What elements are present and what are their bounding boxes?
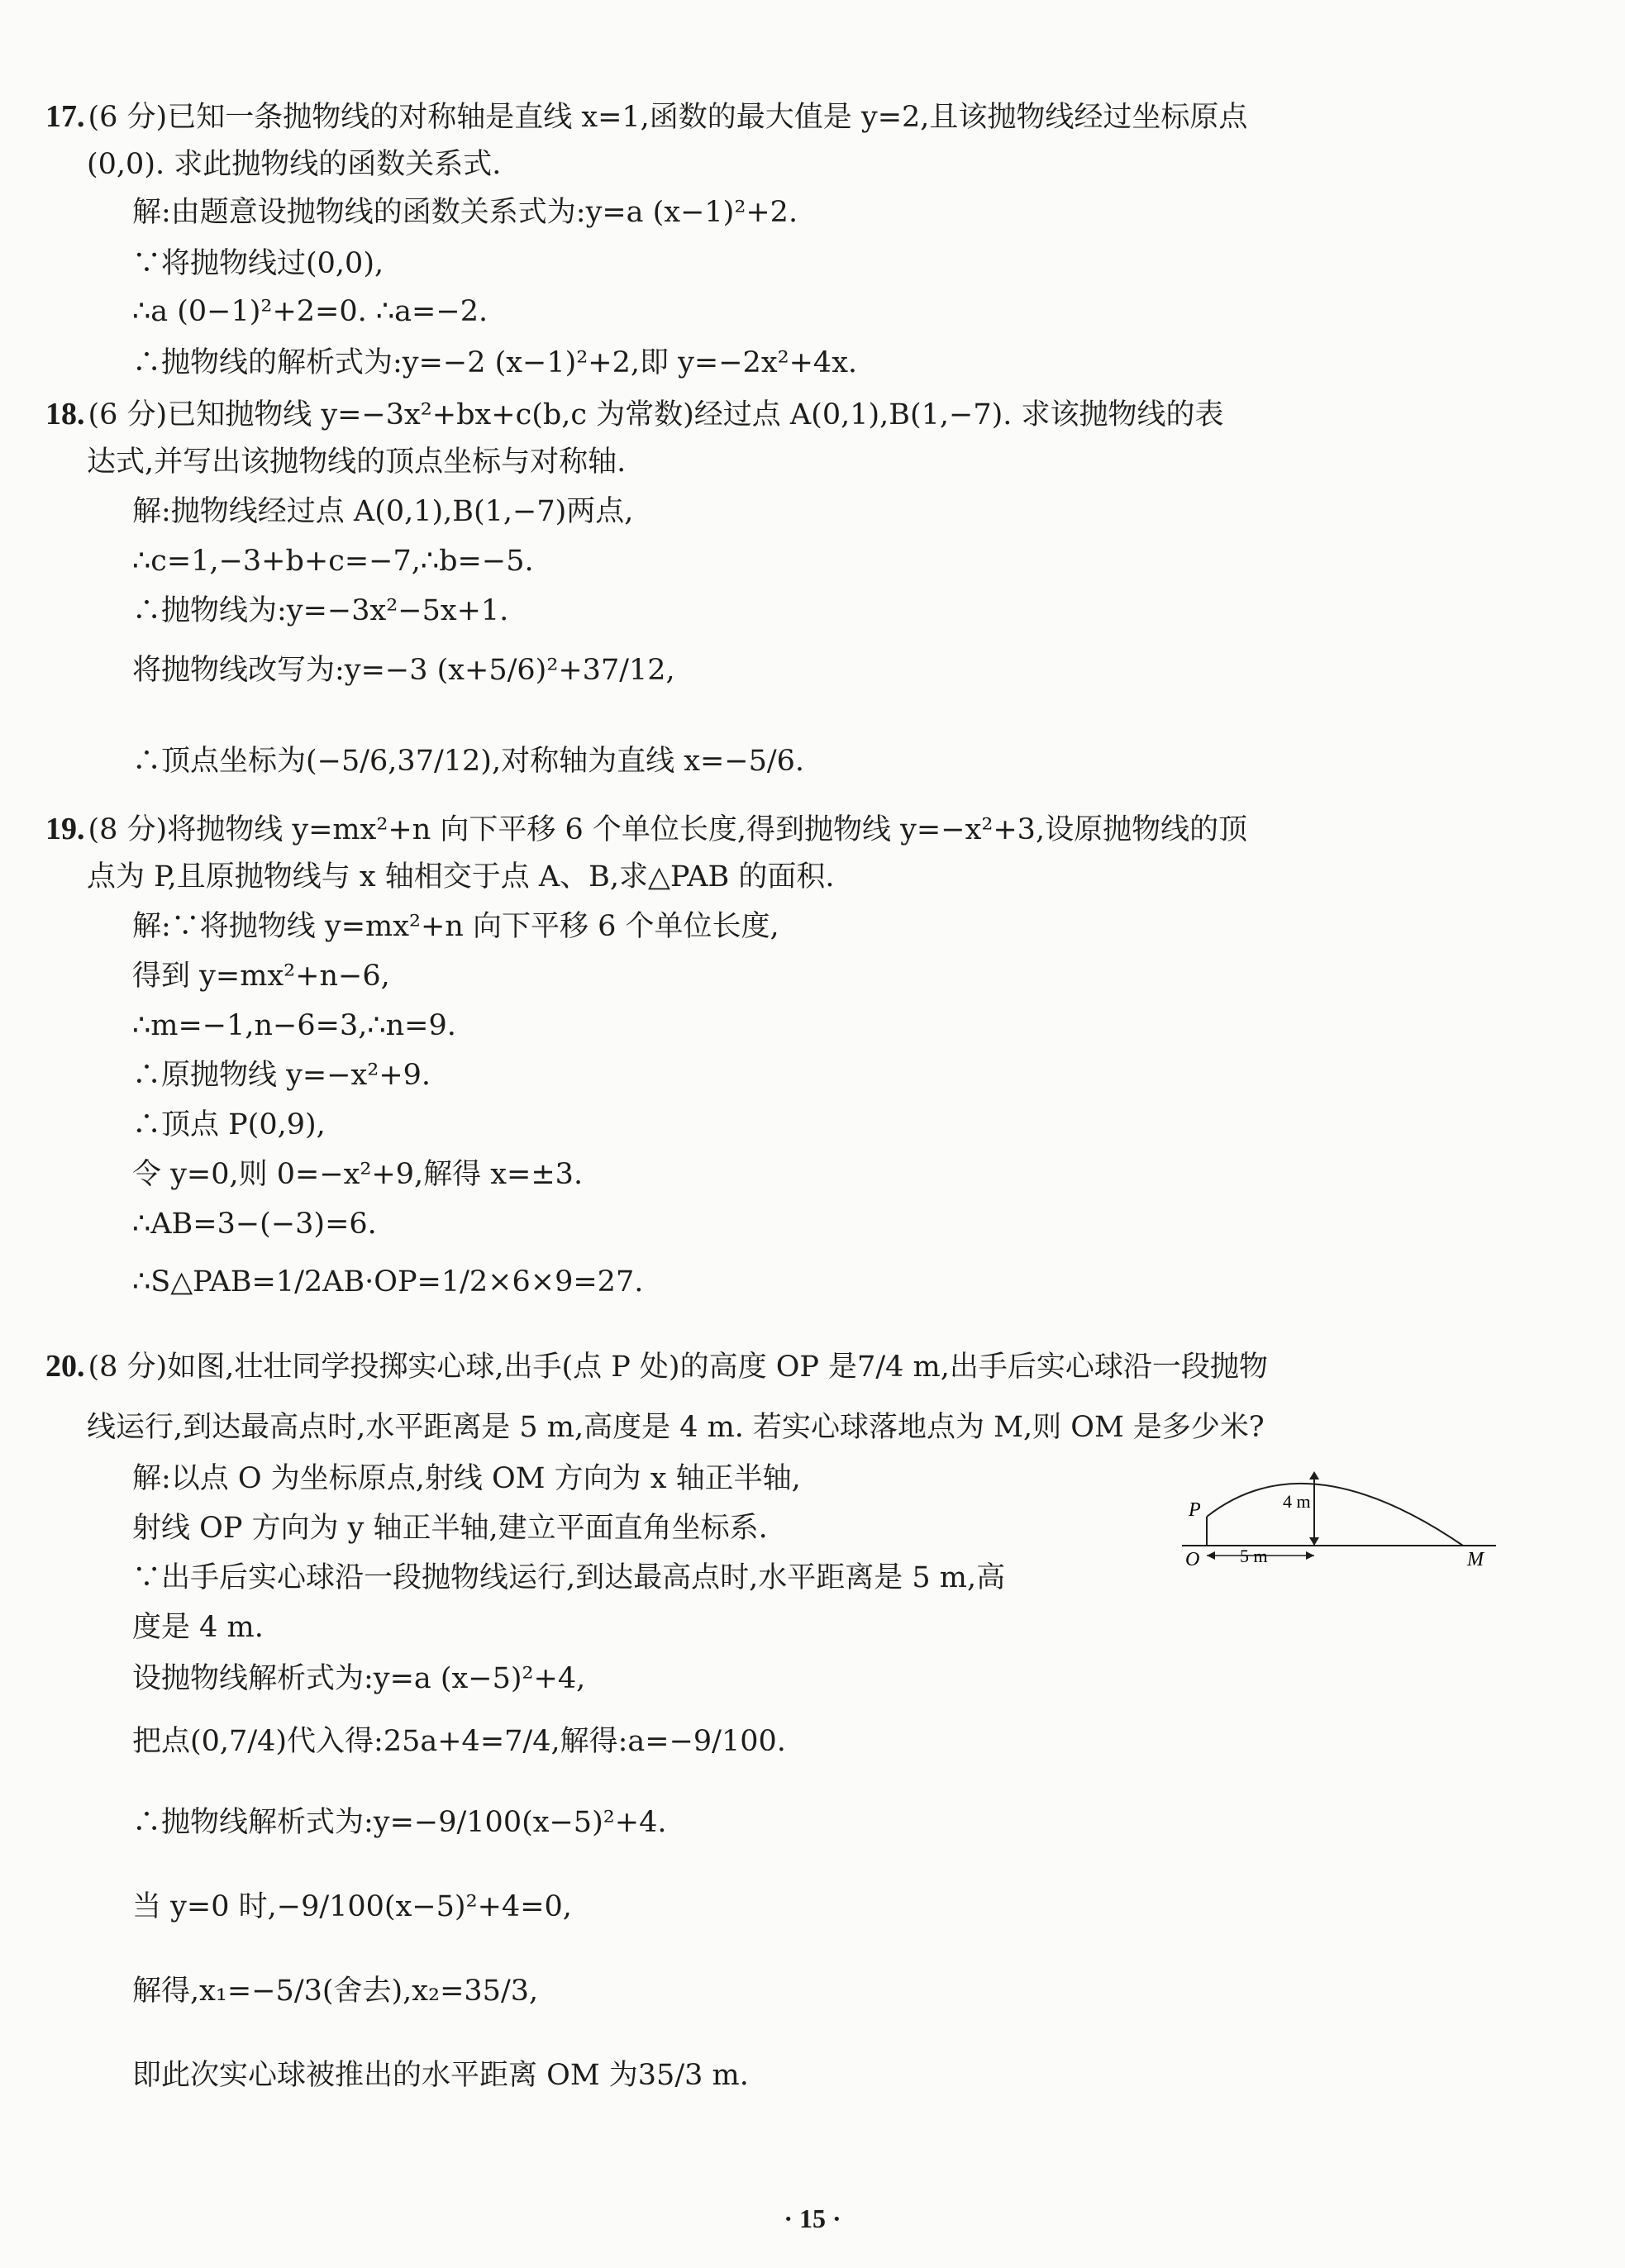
- problem-19-solution-7: ∴AB=3−(−3)=6.: [132, 1208, 377, 1241]
- arrow-down: [1309, 1537, 1319, 1546]
- problem-20-stem-1: 20. (8 分)如图,壮壮同学投掷实心球,出手(点 P 处)的高度 OP 是7/4 m,出手后实心球沿一段抛物: [45, 1349, 1268, 1384]
- problem-20-solution-2: 射线 OP 方向为 y 轴正半轴,建立平面直角坐标系.: [132, 1512, 768, 1545]
- problem-17-solution-4: ∴抛物线的解析式为:y=−2 (x−1)²+2,即 y=−2x²+4x.: [132, 346, 858, 379]
- problem-19-stem-2: 点为 P,且原抛物线与 x 轴相交于点 A、B,求△PAB 的面积.: [87, 860, 835, 893]
- problem-20-number: 20.: [45, 1349, 85, 1384]
- problem-19-solution-5: ∴顶点 P(0,9),: [132, 1108, 326, 1141]
- arrow-right: [1306, 1551, 1314, 1560]
- problem-20-solution-8: 当 y=0 时,−9/100(x−5)²+4=0,: [132, 1890, 572, 1923]
- problem-18-stem-1: 18. (6 分)已知抛物线 y=−3x²+bx+c(b,c 为常数)经过点 A(0,1),B(1,−7). 求该抛物线的表: [45, 397, 1224, 431]
- problem-19-solution-6: 令 y=0,则 0=−x²+9,解得 x=±3.: [132, 1158, 584, 1191]
- problem-18-stem-2: 达式,并写出该抛物线的顶点坐标与对称轴.: [87, 446, 627, 479]
- problem-19-solution-8: ∴S△PAB=1/2AB·OP=1/2×6×9=27.: [132, 1265, 644, 1298]
- problem-20-solution-6: 把点(0,7/4)代入得:25a+4=7/4,解得:a=−9/100.: [132, 1725, 786, 1758]
- problem-20-solution-1: 解:以点 O 为坐标原点,射线 OM 方向为 x 轴正半轴,: [132, 1462, 801, 1495]
- page-number: · 15 ·: [784, 2204, 841, 2233]
- problem-20-solution-10: 即此次实心球被推出的水平距离 OM 为35/3 m.: [132, 2059, 749, 2092]
- problem-19-number: 19.: [45, 812, 85, 846]
- problem-20-stem-2: 线运行,到达最高点时,水平距离是 5 m,高度是 4 m. 若实心球落地点为 M,则 OM 是多少米?: [87, 1411, 1265, 1444]
- problem-17-stem-2: (0,0). 求此抛物线的函数关系式.: [87, 148, 502, 181]
- arrow-left: [1207, 1551, 1215, 1560]
- label-o: O: [1185, 1549, 1200, 1570]
- trajectory-figure: [1182, 1455, 1496, 1587]
- problem-17-stem-1: 17. (6 分)已知一条抛物线的对称轴是直线 x=1,函数的最大值是 y=2,且该抛物线经过坐标原点: [45, 99, 1248, 134]
- label-height: 4 m: [1283, 1491, 1311, 1512]
- problem-19-solution-3: ∴m=−1,n−6=3,∴n=9.: [132, 1009, 456, 1042]
- arrow-up: [1309, 1471, 1319, 1479]
- problem-18-solution-2: ∴c=1,−3+b+c=−7,∴b=−5.: [132, 545, 534, 578]
- problem-20-solution-4: 度是 4 m.: [132, 1611, 264, 1644]
- label-m: M: [1467, 1549, 1484, 1570]
- problem-20-solution-3: ∵出手后实心球沿一段抛物线运行,到达最高点时,水平距离是 5 m,高: [132, 1561, 1006, 1594]
- problem-17-solution-3: ∴a (0−1)²+2=0. ∴a=−2.: [132, 295, 488, 328]
- problem-19-solution-4: ∴原抛物线 y=−x²+9.: [132, 1059, 431, 1092]
- problem-17-number: 17.: [45, 99, 85, 134]
- problem-18-solution-1: 解:抛物线经过点 A(0,1),B(1,−7)两点,: [132, 495, 634, 528]
- parabola-path: [1207, 1484, 1463, 1546]
- problem-20-solution-5: 设抛物线解析式为:y=a (x−5)²+4,: [132, 1662, 586, 1695]
- problem-20-solution-9: 解得,x₁=−5/3(舍去),x₂=35/3,: [132, 1975, 539, 2008]
- problem-19-solution-1: 解:∵将抛物线 y=mx²+n 向下平移 6 个单位长度,: [132, 910, 779, 943]
- problem-19-solution-2: 得到 y=mx²+n−6,: [132, 960, 390, 993]
- problem-18-solution-5: ∴顶点坐标为(−5/6,37/12),对称轴为直线 x=−5/6.: [132, 745, 805, 778]
- problem-19-stem-1: 19. (8 分)将抛物线 y=mx²+n 向下平移 6 个单位长度,得到抛物线 y=−x²+3,设原抛物线的顶: [45, 812, 1248, 846]
- problem-20-solution-7: ∴抛物线解析式为:y=−9/100(x−5)²+4.: [132, 1806, 667, 1839]
- problem-18-number: 18.: [45, 397, 85, 431]
- label-distance: 5 m: [1240, 1546, 1268, 1566]
- problem-17-solution-1: 解:由题意设抛物线的函数关系式为:y=a (x−1)²+2.: [132, 196, 798, 229]
- label-p: P: [1189, 1499, 1201, 1521]
- problem-18-solution-4: 将抛物线改写为:y=−3 (x+5/6)²+37/12,: [132, 654, 675, 687]
- problem-18-solution-3: ∴抛物线为:y=−3x²−5x+1.: [132, 594, 509, 627]
- problem-17-solution-2: ∵将抛物线过(0,0),: [132, 247, 384, 280]
